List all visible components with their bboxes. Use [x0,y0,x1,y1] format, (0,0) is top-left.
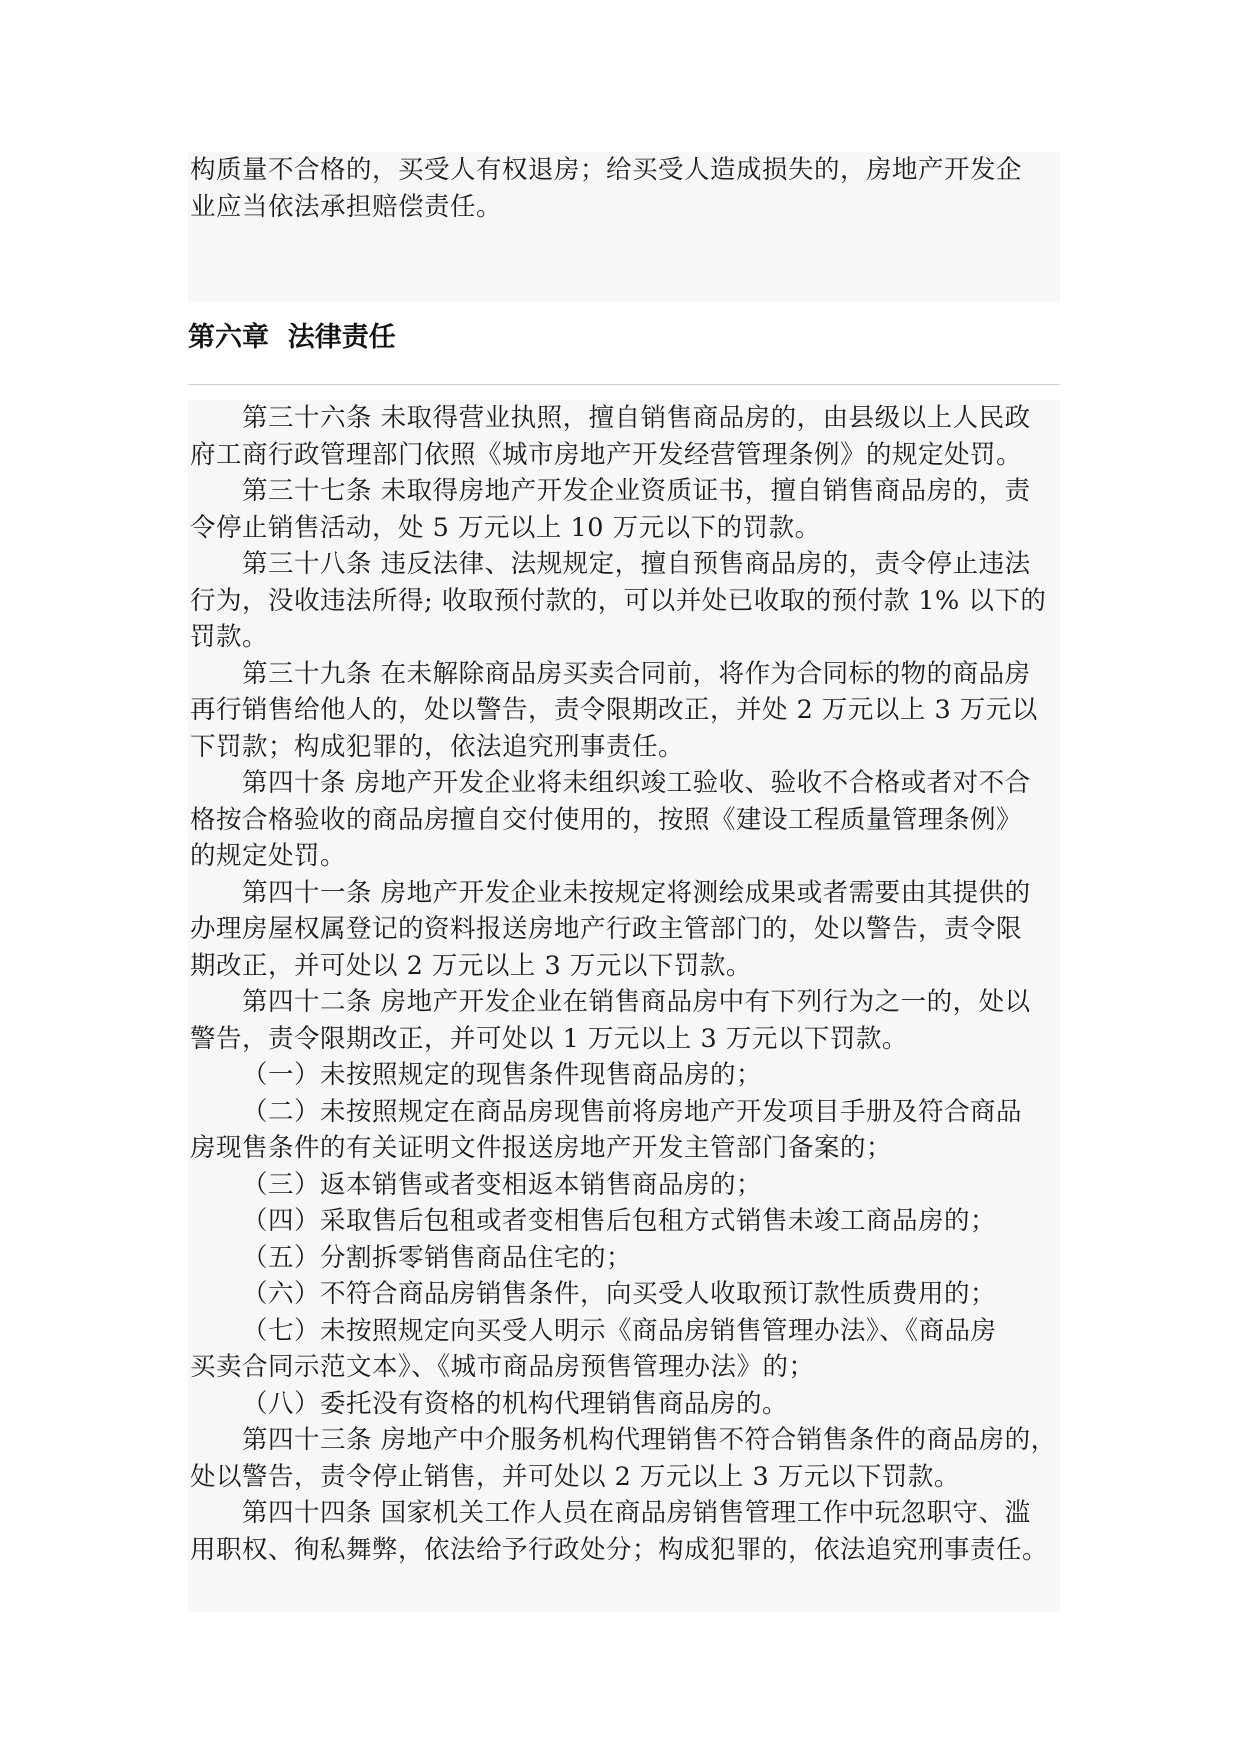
article-line: 格按合格验收的商品房擅自交付使用的，按照《建设工程质量管理条例》 [190,804,1023,835]
article-40 [190,765,1060,875]
list-item-4 [190,1203,1060,1240]
list-item-line: （八）委托没有资格的机构代理销售商品房的。 [242,1388,789,1419]
list-item-line: （一）未按照规定的现售条件现售商品房的； [242,1060,763,1090]
list-item-line: （二）未按照规定在商品房现售前将房地产开发项目手册及符合商品 [242,1096,1023,1127]
text-line: 构质量不合格的，买受人有权退房；给买受人造成损失的，房地产开发企 [190,155,1023,185]
list-item-3 [190,1167,1060,1204]
article-38 [190,546,1060,656]
list-item-line: 房现售条件的有关证明文件报送房地产开发主管部门备案的； [190,1133,893,1163]
text-line: 业应当依法承担赔偿责任。 [190,191,503,222]
list-item-line: （三）返本销售或者变相返本销售商品房的； [242,1169,763,1200]
list-item-7 [190,1313,1060,1386]
article-line: 办理房屋权属登记的资料报送房地产行政主管部门的，处以警告，责令限 [190,914,1023,944]
article-line: 处以警告，责令停止销售，并可处以 2 万元以上 3 万元以下罚款。 [190,1461,960,1492]
list-item-line: （五）分割拆零销售商品住宅的； [242,1242,633,1273]
list-item-6 [190,1276,1060,1313]
list-item-line: （六）不符合商品房销售条件，向买受人收取预订款性质费用的； [242,1279,997,1309]
article-line: 第三十八条 违反法律、法规规定，擅自预售商品房的，责令停止违法 [242,549,1031,579]
top-paragraph [188,152,1060,302]
article-42 [190,984,1060,1057]
article-41 [190,875,1060,985]
article-line: 的规定处罚。 [190,841,347,871]
article-line: 期改正，并可处以 2 万元以上 3 万元以下罚款。 [190,950,752,981]
list-item-line: （四）采取售后包租或者变相售后包租方式销售未竣工商品房的； [242,1206,997,1236]
article-line: 第四十三条 房地产中介服务机构代理销售不符合销售条件的商品房的， [242,1425,1057,1455]
article-37 [190,473,1060,546]
article-line: 第四十条 房地产开发企业将未组织竣工验收、验收不合格或者对不合 [242,768,1031,798]
article-39 [190,656,1060,766]
article-line: 第四十一条 房地产开发企业未按规定将测绘成果或者需要由其提供的 [242,877,1031,908]
articles-block [188,400,1060,1612]
article-line: 下罚款；构成犯罪的，依法追究刑事责任。 [190,731,685,762]
article-line: 第三十九条 在未解除商品房买卖合同前，将作为合同标的物的商品房 [242,658,1031,689]
article-line: 第四十四条 国家机关工作人员在商品房销售管理工作中玩忽职守、滥 [242,1498,1031,1528]
article-line: 行为，没收违法所得; 收取预付款的，可以并处已收取的预付款 1% 以下的 [190,585,1047,616]
list-item-line: （七）未按照规定向买受人明示《商品房销售管理办法》、《商品房 [242,1315,997,1346]
list-item-8 [190,1386,1060,1423]
article-line: 第三十七条 未取得房地产开发企业资质证书，擅自销售商品房的，责 [242,476,1031,506]
chapter-heading: 第六章 法律责任 [188,322,396,353]
list-item-5 [190,1240,1060,1277]
article-line: 再行销售给他人的，处以警告，责令限期改正，并处 2 万元以上 3 万元以 [190,695,1038,725]
article-line: 第四十二条 房地产开发企业在销售商品房中有下列行为之一的，处以 [242,987,1031,1017]
article-43 [190,1422,1060,1495]
list-item-line: 买卖合同示范文本》、《城市商品房预售管理办法》的； [190,1352,815,1382]
article-line: 第三十六条 未取得营业执照，擅自销售商品房的，由县级以上人民政 [242,403,1031,433]
article-44 [190,1495,1060,1568]
article-line: 警告，责令限期改正，并可处以 1 万元以上 3 万元以下罚款。 [190,1023,908,1054]
divider [188,384,1060,385]
article-36 [190,400,1060,473]
list-item-2 [190,1094,1060,1167]
list-item-1 [190,1057,1060,1094]
article-line: 罚款。 [190,622,269,652]
article-line: 令停止销售活动，处 5 万元以上 10 万元以下的罚款。 [190,512,821,543]
article-line: 用职权、徇私舞弊，依法给予行政处分；构成犯罪的，依法追究刑事责任。 [190,1534,1049,1565]
article-line: 府工商行政管理部门依照《城市房地产开发经营管理条例》的规定处罚。 [190,439,1023,470]
